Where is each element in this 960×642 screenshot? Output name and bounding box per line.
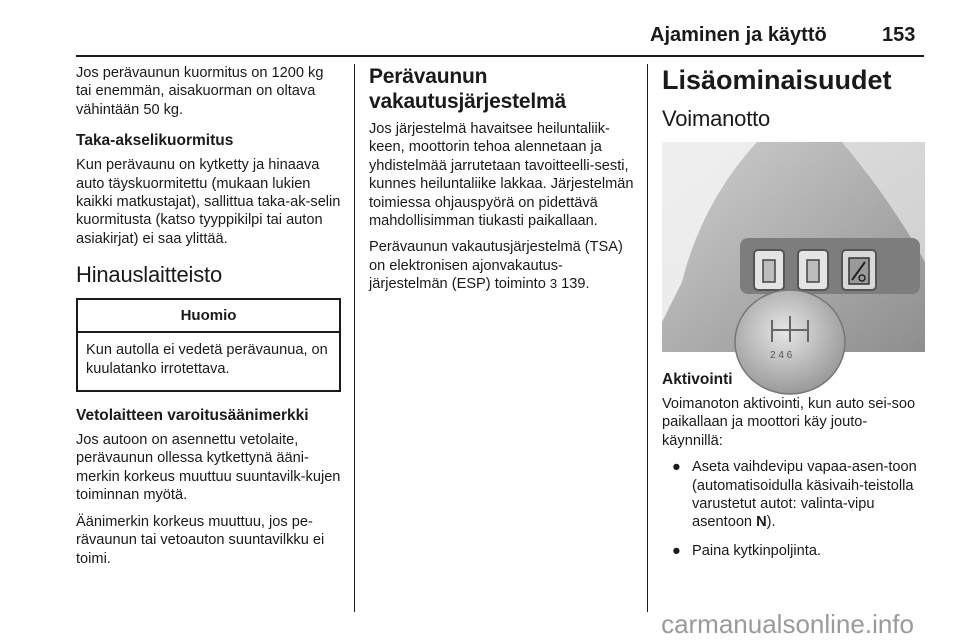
section-heading: Hinauslaitteisto [76,262,222,288]
note-text: Kun autolla ei vedetä perävaunua, on kuulatanko irrotettava. [86,342,328,377]
body-paragraph: Jos autoon on asennettu vetolaite, perävaunun ollessa kytkettynä ääni-merkin korkeus muuttuu suuntavilk-kujen toiminnan myötä. [76,432,341,504]
note-body [78,333,339,390]
section-heading: Vetolaitteen varoitusäänimerkki [76,407,309,425]
power-take-off-switch-photo [662,142,925,361]
intro-paragraph: Jos perävaunun kuormitus on 1200 kg tai enemmän, aisakuorman on oltava vähintään 50 kg. [76,65,324,118]
gear-knob-digits: 2 4 6 [770,350,793,361]
bullet-icon: ● [672,459,681,476]
bullet-icon: ● [672,542,681,559]
column-divider [354,64,355,612]
body-paragraph: Äänimerkin korkeus muuttuu, jos pe-rävaunun tai vetoauton suuntavilkku ei toimi. [76,513,325,567]
page-number: 153 [882,24,916,46]
header-divider [76,55,924,57]
body-text: Perävaunun vakautusjärjestelmä (TSA) on elektronisen ajonvakautus-järjestelmän (ESP) toiminto [369,239,623,293]
switch-button [798,250,828,290]
list-item-text: Paina kytkinpoljinta. [692,542,821,559]
section-heading: Taka-akselikuormitus [76,132,234,150]
column-middle [369,64,634,302]
list-item-text: Aseta vaihdevipu vapaa-asen-toon (automatisoidulla käsivaih-teistolla varustetut autot: valinta-vipu asentoon [692,459,917,531]
section-heading: Perävaunun vakautusjärjestelmä [369,65,566,113]
column-right [662,64,927,570]
column-divider [647,64,648,612]
header-title: Ajaminen ja käyttö [650,24,827,46]
cross-reference-arrow-icon: 3 [549,276,558,292]
section-heading: Aktivointi [662,371,733,388]
body-paragraph [369,238,634,293]
list-item [662,542,927,560]
note-title: Huomio [78,300,339,333]
gear-position-label: N [756,514,767,531]
watermark: carmanualsonline.info [661,609,914,639]
switch-button [754,250,784,290]
note-box [76,298,341,392]
list-item-text: ). [766,514,776,531]
body-paragraph: Kun perävaunu on kytketty ja hinaava auto täyskuormitettu (mukaan lukien kaikki matkustajat), sallittua taka-ak-selin kuormitusta (katso tyyppikilpi tai auton asiakirjat) ei saa ylittää. [76,157,341,247]
body-paragraph: Jos järjestelmä havaitsee heiluntaliik-keen, moottorin tehoa alennetaan ja yhdistelmää jarrutetaan tavoitteelli-sesti, kunnes heiluntaliike lakkaa. Järjestelmän toimiessa ohjauspyörä on pidettävä mahdollisimman tiukasti paikallaan. [369,121,634,230]
list-item [662,458,927,532]
page-reference-link[interactable]: 139. [561,276,590,293]
body-paragraph: Voimanoton aktivointi, kun auto sei-soo paikallaan ja moottori käy jouto-käynnillä: [662,396,916,449]
subsection-heading: Voimanotto [662,106,771,131]
instruction-list [662,458,927,560]
section-heading: Lisäominaisuudet [662,65,892,95]
pto-switch-button [842,250,876,290]
column-left [76,64,341,576]
